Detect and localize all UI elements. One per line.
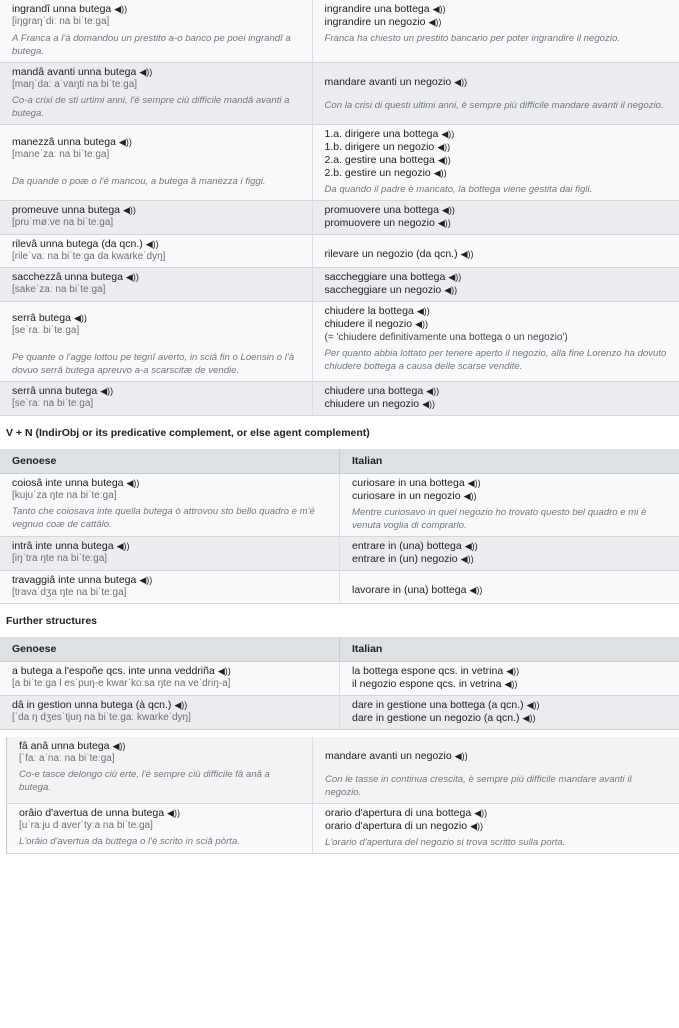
- italian-cell: [312, 302, 679, 382]
- usage-note: (= 'chiudere definitivamente una bottega o un negozio'): [324, 332, 568, 343]
- speaker-icon[interactable]: ◀)): [454, 77, 468, 87]
- speaker-icon[interactable]: ◀)): [118, 137, 132, 147]
- table-row: [0, 474, 679, 537]
- italian-term: promuovere una bottega: [324, 204, 439, 216]
- table-row: [0, 696, 679, 730]
- italian-example: Per quanto abbia lottato per tenere aperto il negozio, alla fine Lorenzo ha dovuto chiudere bottega a causa delle scarse vendite.: [324, 348, 667, 372]
- table-row: [0, 571, 679, 604]
- speaker-icon[interactable]: ◀)): [460, 554, 474, 564]
- italian-term: dare in gestione un negozio (a qcn.): [352, 712, 520, 724]
- genoese-term: coiosâ inte unna butega: [12, 477, 124, 489]
- indirect-object-table: [0, 449, 679, 604]
- genoese-cell: [0, 537, 340, 571]
- speaker-icon[interactable]: ◀)): [464, 541, 478, 551]
- ipa-transcription: [uˈraːju d averˈtyːa na biˈteːga]: [19, 820, 153, 831]
- italian-term: chiudere una bottega: [324, 385, 424, 397]
- genoese-cell: [0, 696, 340, 730]
- genoese-cell: [0, 571, 340, 604]
- speaker-icon[interactable]: ◀)): [139, 575, 153, 585]
- italian-term: orario d'apertura di un negozio: [325, 820, 468, 832]
- speaker-icon[interactable]: ◀)): [469, 585, 483, 595]
- further-structures-subtable: [6, 737, 679, 854]
- italian-term: curiosare in un negozio: [352, 490, 461, 502]
- genoese-cell: [0, 63, 312, 125]
- speaker-icon[interactable]: ◀)): [448, 272, 462, 282]
- speaker-icon[interactable]: ◀)): [167, 808, 180, 818]
- further-structures-table: [0, 637, 679, 730]
- genoese-term: serrâ unna butega: [12, 385, 98, 397]
- italian-cell: [340, 571, 679, 604]
- italian-term: il negozio espone qcs. in vetrina: [352, 678, 502, 690]
- speaker-icon[interactable]: ◀)): [112, 741, 126, 751]
- ipa-transcription: [ˈfaː aˈnaː na biˈteːga]: [19, 753, 115, 764]
- genoese-term: travaggiâ inte unna butega: [12, 574, 137, 586]
- speaker-icon[interactable]: ◀)): [114, 4, 128, 14]
- italian-cell: [312, 125, 679, 201]
- italian-example: Con la crisi di questi ultimi anni, è sempre più difficile mandare avanti il negozio.: [324, 100, 664, 111]
- italian-cell: [312, 63, 679, 125]
- italian-term: chiudere il negozio: [324, 318, 413, 330]
- speaker-icon[interactable]: ◀)): [428, 17, 442, 27]
- genoese-example: A Franca a l'à domandou un prestito a-o banco pe poei ingrandî a butega.: [12, 33, 291, 57]
- speaker-icon[interactable]: ◀)): [73, 313, 87, 323]
- italian-term: saccheggiare un negozio: [324, 284, 442, 296]
- italian-term: promuovere un negozio: [324, 217, 435, 229]
- genoese-term: rilevâ unna butega (da qcn.): [12, 238, 143, 250]
- column-header-genoese: Genoese: [0, 637, 340, 662]
- italian-term: rilevare un negozio (da qcn.): [324, 248, 458, 260]
- table-row: [0, 235, 679, 268]
- speaker-icon[interactable]: ◀)): [116, 541, 130, 551]
- ipa-transcription: [iŋgraŋˈdiː na biˈteːga]: [12, 16, 110, 27]
- speaker-icon[interactable]: ◀)): [126, 478, 140, 488]
- italian-term: mandare avanti un negozio: [324, 76, 452, 88]
- genoese-term: fâ anâ unna butega: [19, 740, 110, 752]
- speaker-icon[interactable]: ◀)): [441, 205, 455, 215]
- genoese-term: promeuve unna butega: [12, 204, 120, 216]
- speaker-icon[interactable]: ◀)): [433, 168, 447, 178]
- italian-cell: [340, 696, 679, 730]
- speaker-icon[interactable]: ◀)): [506, 666, 520, 676]
- speaker-icon[interactable]: ◀)): [437, 218, 451, 228]
- genoese-cell: [0, 0, 312, 63]
- italian-cell: [312, 201, 679, 235]
- verb-noun-table: [0, 0, 679, 416]
- speaker-icon[interactable]: ◀)): [437, 155, 451, 165]
- table-row: [0, 537, 679, 571]
- speaker-icon[interactable]: ◀)): [441, 129, 455, 139]
- speaker-icon[interactable]: ◀)): [174, 700, 188, 710]
- ipa-transcription: [travaˈdʒa ŋte na biˈteːga]: [12, 587, 127, 598]
- italian-term: mandare avanti un negozio: [325, 750, 452, 762]
- speaker-icon[interactable]: ◀)): [460, 249, 474, 259]
- genoese-term: sacchezzâ unna butega: [12, 271, 123, 283]
- italian-term: curiosare in una bottega: [352, 477, 465, 489]
- table-row: [7, 804, 679, 854]
- ipa-transcription: [rileˈvaː na biˈteːga da kwarkeˈdyŋ]: [12, 251, 166, 262]
- genoese-term: manezzâ unna butega: [12, 136, 116, 148]
- section-heading: Further structures: [6, 615, 98, 627]
- genoese-example: Co-e tasce delongo ciù erte, l'é sempre ciù difficile fâ anâ a butega.: [19, 769, 270, 793]
- column-header-italian: Italian: [340, 637, 679, 662]
- italian-cell: [312, 235, 679, 268]
- speaker-icon[interactable]: ◀)): [467, 478, 481, 488]
- italian-cell: [340, 662, 679, 696]
- speaker-icon[interactable]: ◀)): [125, 272, 139, 282]
- speaker-icon[interactable]: ◀)): [422, 399, 435, 409]
- genoese-term: dâ in gestion unna butega (à qcn.): [12, 699, 172, 711]
- table-row: [0, 125, 679, 201]
- italian-cell: [340, 474, 679, 537]
- ipa-transcription: [iŋˈtra ŋte na biˈteːga]: [12, 553, 108, 564]
- ipa-transcription: [maŋˈdaː aˈvaŋti na biˈteːga]: [12, 79, 138, 90]
- column-header-genoese: Genoese: [0, 449, 340, 474]
- italian-term: 1.b. dirigere un negozio: [324, 141, 435, 153]
- table-row: [0, 63, 679, 125]
- column-header-italian: Italian: [340, 449, 679, 474]
- genoese-example: L'orâio d'avertua da buttega o l'é scrito in sciâ pòrta.: [19, 836, 240, 847]
- ipa-transcription: [kujuˈza ŋte na biˈteːga]: [12, 490, 117, 501]
- genoese-example: Tanto che coiosava inte quella butega ò attrovou sto bello quadro e m'é vegnuo coæ de cattâlo.: [12, 506, 315, 530]
- genoese-cell: [0, 382, 312, 416]
- italian-example: Da quando il padre è mancato, la bottega viene gestita dai figli.: [324, 184, 593, 195]
- italian-cell: [312, 382, 679, 416]
- italian-cell: [312, 268, 679, 302]
- italian-term: chiudere la bottega: [324, 305, 414, 317]
- genoese-term: orâio d'avertua de unna butega: [19, 807, 165, 819]
- genoese-cell: [0, 474, 340, 537]
- speaker-icon[interactable]: ◀)): [139, 67, 153, 77]
- table-row: [0, 268, 679, 302]
- table-header-row: [0, 637, 679, 662]
- italian-cell: [340, 537, 679, 571]
- section-heading: V + N (IndirObj or its predicative complement, or else agent complement): [6, 427, 370, 439]
- table-row: [0, 0, 679, 63]
- speaker-icon[interactable]: ◀)): [415, 319, 428, 329]
- italian-term: entrare in (una) bottega: [352, 540, 462, 552]
- genoese-cell: [0, 302, 312, 382]
- italian-term: entrare in (un) negozio: [352, 553, 458, 565]
- genoese-example: Pe quante o l'agge lottou pe tegnî averto, in sciâ fin o Loensin o l'à dovuo serrâ butega apreuvo a-a scarscitæ de vendie.: [12, 352, 295, 376]
- speaker-icon[interactable]: ◀)): [217, 666, 231, 676]
- ipa-transcription: [a biˈteːga l esˈpuŋ-e kwarˈkoːsa ŋte na veˈdriŋ-a]: [12, 678, 231, 689]
- table-row: [0, 382, 679, 416]
- italian-term: ingrandire un negozio: [324, 16, 426, 28]
- genoese-cell: [0, 268, 312, 302]
- genoese-example: Da quande o poæ o l'é mancou, a butega â manezza i figgi.: [12, 176, 266, 187]
- genoese-cell: [0, 235, 312, 268]
- table-row: [7, 737, 679, 804]
- italian-term: chiudere un negozio: [324, 398, 420, 410]
- genoese-cell: [7, 737, 313, 804]
- speaker-icon[interactable]: ◀)): [504, 679, 518, 689]
- speaker-icon[interactable]: ◀)): [426, 386, 440, 396]
- table-row: [0, 662, 679, 696]
- italian-cell: [312, 0, 679, 63]
- italian-term: orario d'apertura di una bottega: [325, 807, 472, 819]
- speaker-icon[interactable]: ◀)): [470, 821, 484, 831]
- speaker-icon[interactable]: ◀)): [100, 386, 114, 396]
- italian-example: L'orario d'apertura del negozio si trova scritto sulla porta.: [325, 837, 566, 848]
- italian-term: 2.a. gestire una bottega: [324, 154, 435, 166]
- genoese-term: a butega a l'espoñe qcs. inte unna veddriña: [12, 665, 215, 677]
- genoese-cell: [0, 662, 340, 696]
- speaker-icon[interactable]: ◀)): [474, 808, 488, 818]
- italian-term: 1.a. dirigere una bottega: [324, 128, 439, 140]
- speaker-icon[interactable]: ◀)): [444, 285, 458, 295]
- genoese-term: mandâ avanti unna butega: [12, 66, 137, 78]
- ipa-transcription: [maneˈzaː na biˈteːga]: [12, 149, 110, 160]
- speaker-icon[interactable]: ◀)): [526, 700, 540, 710]
- speaker-icon[interactable]: ◀)): [145, 239, 159, 249]
- ipa-transcription: [pruˈmøːve na biˈteːga]: [12, 217, 114, 228]
- italian-term: la bottega espone qcs. in vetrina: [352, 665, 504, 677]
- speaker-icon[interactable]: ◀)): [454, 751, 468, 761]
- italian-term: 2.b. gestire un negozio: [324, 167, 431, 179]
- speaker-icon[interactable]: ◀)): [432, 4, 446, 14]
- table-row: [0, 302, 679, 382]
- genoese-cell: [0, 125, 312, 201]
- italian-term: lavorare in (una) bottega: [352, 584, 467, 596]
- italian-term: ingrandire una bottega: [324, 3, 430, 15]
- ipa-transcription: [seˈraː na biˈteːga]: [12, 398, 94, 409]
- speaker-icon[interactable]: ◀)): [522, 713, 536, 723]
- genoese-term: ingrandî unna butega: [12, 3, 112, 15]
- speaker-icon[interactable]: ◀)): [437, 142, 451, 152]
- ipa-transcription: [sakeˈzaː na biˈteːga]: [12, 284, 106, 295]
- genoese-term: serrâ butega: [12, 312, 71, 324]
- speaker-icon[interactable]: ◀)): [463, 491, 477, 501]
- ipa-transcription: [seˈraː biˈteːga]: [12, 325, 80, 336]
- table-header-row: [0, 449, 679, 474]
- italian-example: Con le tasse in continua crescita, è sempre più difficile mandare avanti il negozio.: [325, 774, 632, 798]
- italian-cell: [313, 737, 679, 804]
- italian-term: saccheggiare una bottega: [324, 271, 446, 283]
- italian-example: Mentre curiosavo in quel negozio ho trovato questo bel quadro e mi è venuta voglia di comprarlo.: [352, 507, 647, 531]
- italian-example: Franca ha chiesto un prestito bancario per poter ingrandire il negozio.: [324, 33, 620, 44]
- genoese-cell: [7, 804, 313, 854]
- genoese-term: intrâ inte unna butega: [12, 540, 114, 552]
- italian-term: dare in gestione una bottega (a qcn.): [352, 699, 524, 711]
- ipa-transcription: [ˈda ŋ dʒesˈtjuŋ na biˈteːgaː kwarkeˈdyŋ]: [12, 712, 191, 723]
- speaker-icon[interactable]: ◀)): [123, 205, 136, 215]
- table-row: [0, 201, 679, 235]
- genoese-cell: [0, 201, 312, 235]
- genoese-example: Co-a crixi de sti urtimi anni, l'é sempre ciù difficile mandâ avanti a butega.: [12, 95, 290, 119]
- speaker-icon[interactable]: ◀)): [416, 306, 430, 316]
- italian-cell: [313, 804, 679, 854]
